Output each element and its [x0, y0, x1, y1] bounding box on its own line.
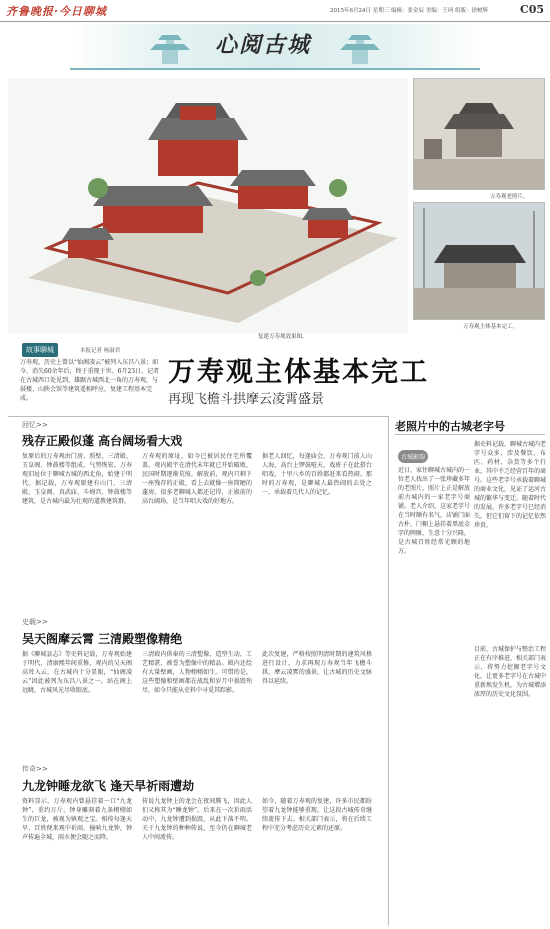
section-title: 残存正殿似蓬 高台阔场看大戏: [22, 434, 183, 448]
article-column: 资料显示，万寿观内曾悬挂着一口“九龙钟”，重约万斤，钟身雕刻着九条栩栩如生的巨龙，被视为镇观之宝。相传每逢天旱，百姓便来观中祈雨，撞响九龙钟，钟声传遍全城，雨水便会随之而降。: [22, 798, 132, 841]
section-tag: 回忆>>: [22, 421, 48, 429]
section-title: 吴天阁摩云霄 三清殿塑像精绝: [22, 632, 183, 646]
article-column: 万寿观的原址，如今已被居民住宅所覆盖。观内殿宇在清代末年就已开始破败，民国时期逐渐荒废。解放前，观内只剩下一座残存的正殿，看上去就像一座简陋的蓬房。很多老聊城人都还记得，正殿前的高台阔场，是当年唱大戏的好地方。: [142, 453, 252, 505]
section-tag: 传奇>>: [22, 765, 48, 773]
article-column: 据《聊城县志》等史料记载，万寿观始建于明代，清康熙年间重修，观内的吴天阁高耸入云，在古城内十分显眼，“仙阁凌云”因此被列为东昌八景之一。站在阁上远眺，古城风光尽收眼底。: [22, 651, 132, 694]
byline: 本报记者 杨淑君: [80, 348, 121, 354]
photo-caption: 万寿观老照片。: [490, 194, 529, 200]
column-badge: 故事聊城: [22, 343, 58, 357]
rendering-photo: [8, 78, 408, 333]
article-column: 三清殿内供奉的三清塑像，造型生动，工艺精湛，被誉为塑像中的精品。殿内还绘有大量壁画，人物栩栩如生。可惜的是，这些塑像和壁画都在战乱和岁月中损毁殆尽，如今只能从史料中寻觅其踪影。: [142, 651, 252, 694]
old-photo: [413, 78, 545, 190]
article-column: 据老人回忆，每逢庙会，万寿观门前人山人海，高台上锣鼓喧天，戏班子在此搭台唱戏，十里八乡的百姓都赶来看热闹。那时的万寿观，是聊城人最热闹的去处之一，承载着几代人的记忆。: [262, 453, 372, 496]
headline: 万寿观主体基本完工: [168, 357, 429, 388]
issue-meta: 2015年6月24日 星期三 编辑：张金辰 美编：王珂 组版：徐树辉: [330, 8, 488, 14]
subheadline: 再现飞檐斗拱摩云凌霄盛景: [168, 392, 325, 407]
sidebar-column: 目前，古城保护与整治工程正在有序推进，相关部门表示，将努力挖掘老字号文化，让更多老字号在古城中重新焕发生机，为古城增添浓厚的历史文化氛围。: [474, 646, 546, 698]
section-tag: 史载>>: [22, 618, 48, 626]
lead-paragraph: 万寿观，历史上曾以“仙阁凌云”被列入东昌八景；如今，消失60余年后，终于重现于世。6月23日，记者在古城西口处见到，雄踞古城西北一角的万寿观，与鼓楼、山陕会馆等建筑遥相呼应，复建工程基本完成。: [20, 359, 160, 402]
article-column: 此次复建，严格按照明清时期的建筑风格进行设计，力求再现万寿观当年飞檐斗拱、摩云凌霄的盛景，让古城的历史文脉得以延续。: [262, 651, 372, 685]
pagoda-icon: [140, 28, 200, 68]
article-column: 传说九龙钟上的龙会在夜间腾飞，因此人们又称其为“睡龙钟”。后来在一次祈雨活动中，九龙钟遭到损毁，从此下落不明。关于九龙钟的种种传说，至今仍在聊城老人中间流传。: [142, 798, 252, 841]
sidebar-title: 老照片中的古城老字号: [395, 420, 505, 433]
newspaper-brand: 齐鲁晚报·今日聊城: [6, 5, 107, 18]
page-number: C05: [520, 3, 545, 16]
construction-photo: [413, 202, 545, 320]
column-divider: [388, 416, 389, 926]
photo-caption: 复建万寿观效果图。: [258, 334, 308, 340]
sidebar-column: 近日，家住聊城古城内的一位老人找出了一张珍藏多年的老照片，照片上正是解放前古城内的一家老字号商铺。老人介绍，这家老字号在当时颇有名气，店铺门面古朴，门楣上悬挂着黑底金字的牌匾，生意十分兴隆，是古城百姓经常光顾的地方。: [398, 467, 470, 555]
article-column: 如今，随着万寿观的复建，许多市民都盼望着九龙钟能够重现，让这段古城传奇继续流传下去。相关部门表示，将在后续工程中充分考虑历史元素的还原。: [262, 798, 372, 832]
sidebar-badge: 古城影韵: [398, 450, 428, 463]
photo-caption: 万寿观主体基本完工。: [463, 324, 519, 330]
pagoda-icon: [330, 28, 390, 68]
divider: [8, 416, 388, 417]
section-title: 心阅古城: [215, 32, 312, 58]
section-title: 九龙钟睡龙欲飞 逢天旱祈雨遭劫: [22, 779, 195, 793]
divider: [395, 434, 545, 435]
article-column: 复原后的万寿观由门房、照壁、三清殿、玉皇阁、钟鼓楼等组成，气势恢宏。万寿观旧址位于聊城古城的西北角，始建于明代。据记载，万寿观原建有山门、三清殿、玉皇阁、真武庙、斗姆宫、钟鼓楼等建筑，是古城内最为壮观的道教建筑群。: [22, 453, 132, 505]
sidebar-column: 据史料记载，聊城古城内老字号众多，涉及餐饮、布匹、药材、杂货等多个行业，其中不乏经营百年的商号。这些老字号承载着聊城的商业文化，见证了运河古城的繁华与变迁。随着时代的发展，许多老字号已经消失，但它们留下的记忆依然珍贵。: [474, 441, 546, 529]
